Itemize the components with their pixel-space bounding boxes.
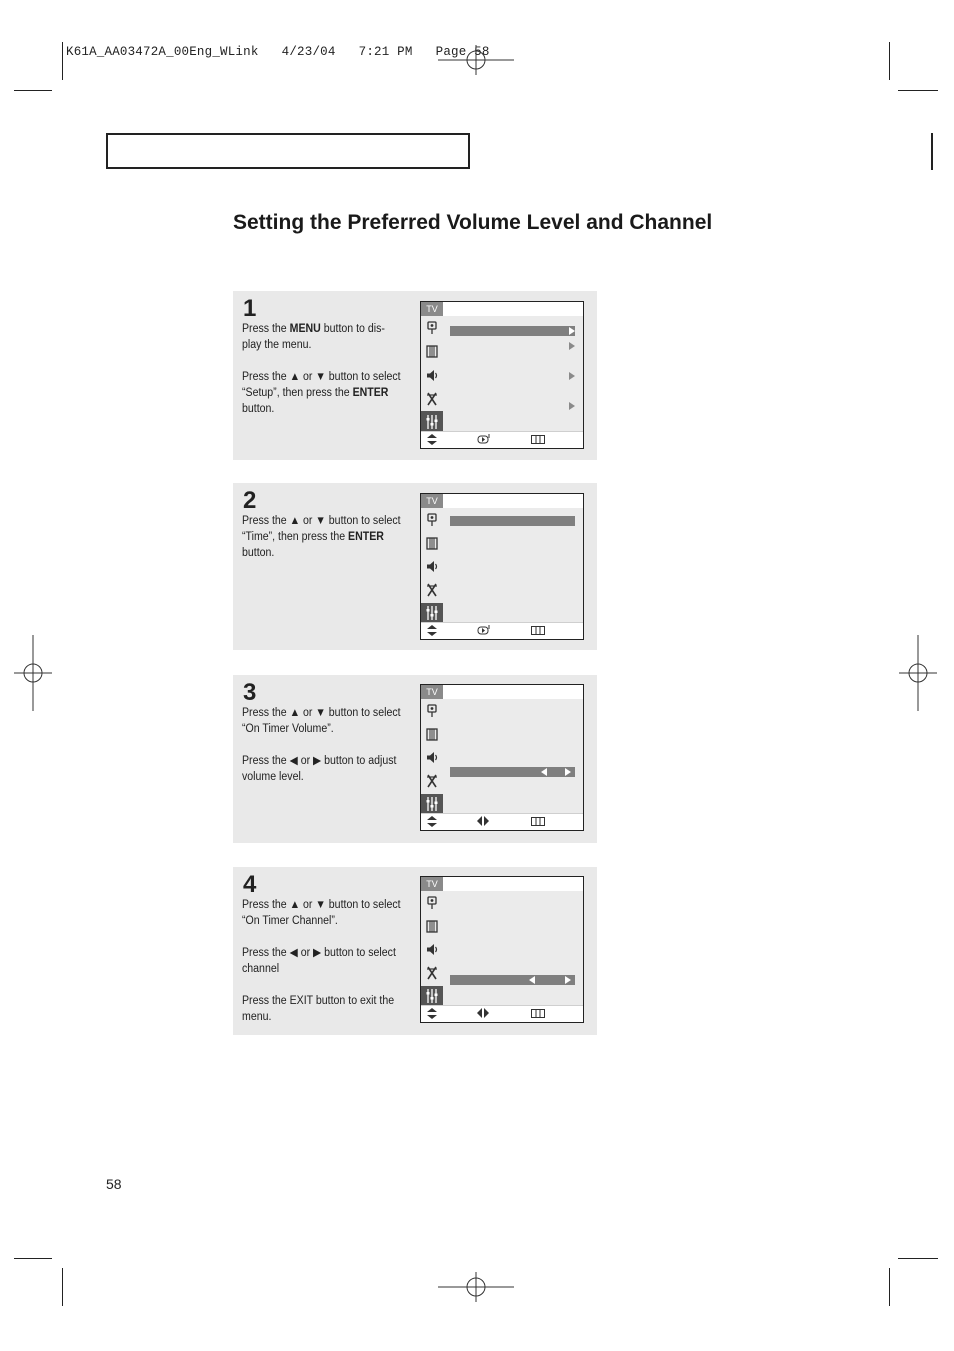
instruction-paragraph: Press the ▲ or ▼ button to select “Time”, then press the ENTER button. [242, 515, 401, 559]
menu-sidebar [421, 877, 443, 1008]
exit-menu-icon [531, 1009, 545, 1018]
move-updown-icon [427, 625, 437, 636]
menu-footer [421, 431, 583, 448]
instruction-paragraph: Press the ◀ or ▶ button to select channel [242, 947, 396, 975]
crop-mark [898, 1258, 938, 1259]
menu-header [421, 494, 583, 508]
antenna-icon [423, 581, 441, 599]
setup-sliders-icon [421, 794, 443, 815]
enter-icon [477, 434, 491, 445]
exit-menu-icon [531, 435, 545, 444]
speaker-icon [423, 941, 441, 959]
step-2 [233, 483, 597, 650]
step-1 [233, 291, 597, 460]
tv-tab: TV [421, 494, 443, 508]
picture-icon [423, 319, 441, 337]
film-icon [423, 725, 441, 743]
step-4 [233, 867, 597, 1035]
antenna-icon [423, 964, 441, 982]
instruction-paragraph: Press the ◀ or ▶ button to adjust volume level. [242, 755, 397, 783]
step-number: 3 [243, 679, 257, 706]
instruction-paragraph: Press the EXIT button to exit the menu. [242, 995, 395, 1023]
adjust-leftright-icon [477, 1008, 489, 1018]
submenu-arrow-icon [569, 402, 575, 410]
step-number: 4 [243, 871, 257, 898]
antenna-icon [423, 390, 441, 408]
crop-mark [889, 42, 890, 80]
menu-sidebar [421, 302, 443, 434]
antenna-icon [423, 772, 441, 790]
step-number: 2 [243, 487, 257, 514]
instruction-paragraph: Press the MENU button to dis-play the menu. [242, 323, 385, 351]
tv-menu-screen [420, 301, 584, 449]
step-instructions [242, 897, 403, 1041]
crop-mark [14, 1258, 52, 1259]
setup-sliders-icon [421, 411, 443, 433]
instruction-paragraph: Press the ▲ or ▼ button to select “On Timer Channel”. [242, 899, 401, 927]
submenu-arrow-icon [569, 342, 575, 350]
highlighted-menu-row [450, 767, 575, 777]
tv-menu-screen [420, 684, 584, 831]
setup-sliders-icon [421, 986, 443, 1007]
print-header: K61A_AA03472A_00Eng_WLink 4/23/04 7:21 PM Page 58 [66, 45, 490, 59]
highlighted-menu-row [450, 975, 575, 985]
move-updown-icon [427, 816, 437, 827]
menu-footer [421, 1005, 583, 1022]
submenu-arrow-icon [569, 372, 575, 380]
menu-footer [421, 622, 583, 639]
speaker-icon [423, 749, 441, 767]
crop-mark [898, 90, 938, 91]
film-icon [423, 917, 441, 935]
enter-icon [477, 625, 491, 636]
registration-mark-icon [14, 635, 52, 711]
instruction-paragraph: Press the ▲ or ▼ button to select “Setup”, then press the ENTER button. [242, 371, 401, 415]
crop-mark [889, 1268, 890, 1306]
setup-sliders-icon [421, 603, 443, 624]
instruction-paragraph: Press the ▲ or ▼ button to select “On Timer Volume”. [242, 707, 401, 735]
exit-menu-icon [531, 626, 545, 635]
speaker-icon [423, 366, 441, 384]
tv-tab: TV [421, 877, 443, 891]
menu-panel [443, 891, 583, 1006]
submenu-arrow-icon [569, 327, 575, 335]
picture-icon [423, 511, 441, 529]
step-instructions [242, 321, 403, 433]
menu-sidebar [421, 685, 443, 816]
crop-mark [931, 133, 933, 170]
adjust-leftright-icon [477, 816, 489, 826]
menu-sidebar [421, 494, 443, 625]
arrow-right-icon [565, 768, 571, 776]
step-3 [233, 675, 597, 843]
page-number: 58 [106, 1176, 122, 1192]
speaker-icon [423, 558, 441, 576]
step-number: 1 [243, 295, 257, 322]
tv-menu-screen [420, 493, 584, 640]
arrow-right-icon [565, 976, 571, 984]
menu-header [421, 877, 583, 891]
move-updown-icon [427, 434, 437, 445]
film-icon [423, 342, 441, 360]
tv-tab: TV [421, 302, 443, 316]
exit-menu-icon [531, 817, 545, 826]
step-instructions [242, 705, 403, 801]
menu-footer [421, 813, 583, 830]
menu-header [421, 685, 583, 699]
menu-header [421, 302, 583, 316]
crop-mark [62, 1268, 63, 1306]
tv-menu-screen [420, 876, 584, 1023]
registration-mark-icon [438, 1272, 514, 1302]
arrow-left-icon [541, 768, 547, 776]
picture-icon [423, 702, 441, 720]
highlighted-menu-row [450, 516, 575, 526]
section-title-box [106, 133, 470, 169]
film-icon [423, 534, 441, 552]
page-title: Setting the Preferred Volume Level and Channel [233, 211, 713, 234]
picture-icon [423, 894, 441, 912]
step-instructions [242, 513, 403, 577]
highlighted-menu-row [450, 326, 575, 336]
tv-tab: TV [421, 685, 443, 699]
menu-panel [443, 699, 583, 814]
registration-mark-icon [438, 45, 514, 75]
registration-mark-icon [899, 635, 937, 711]
arrow-left-icon [529, 976, 535, 984]
crop-mark [62, 42, 63, 80]
move-updown-icon [427, 1008, 437, 1019]
crop-mark [14, 90, 52, 91]
